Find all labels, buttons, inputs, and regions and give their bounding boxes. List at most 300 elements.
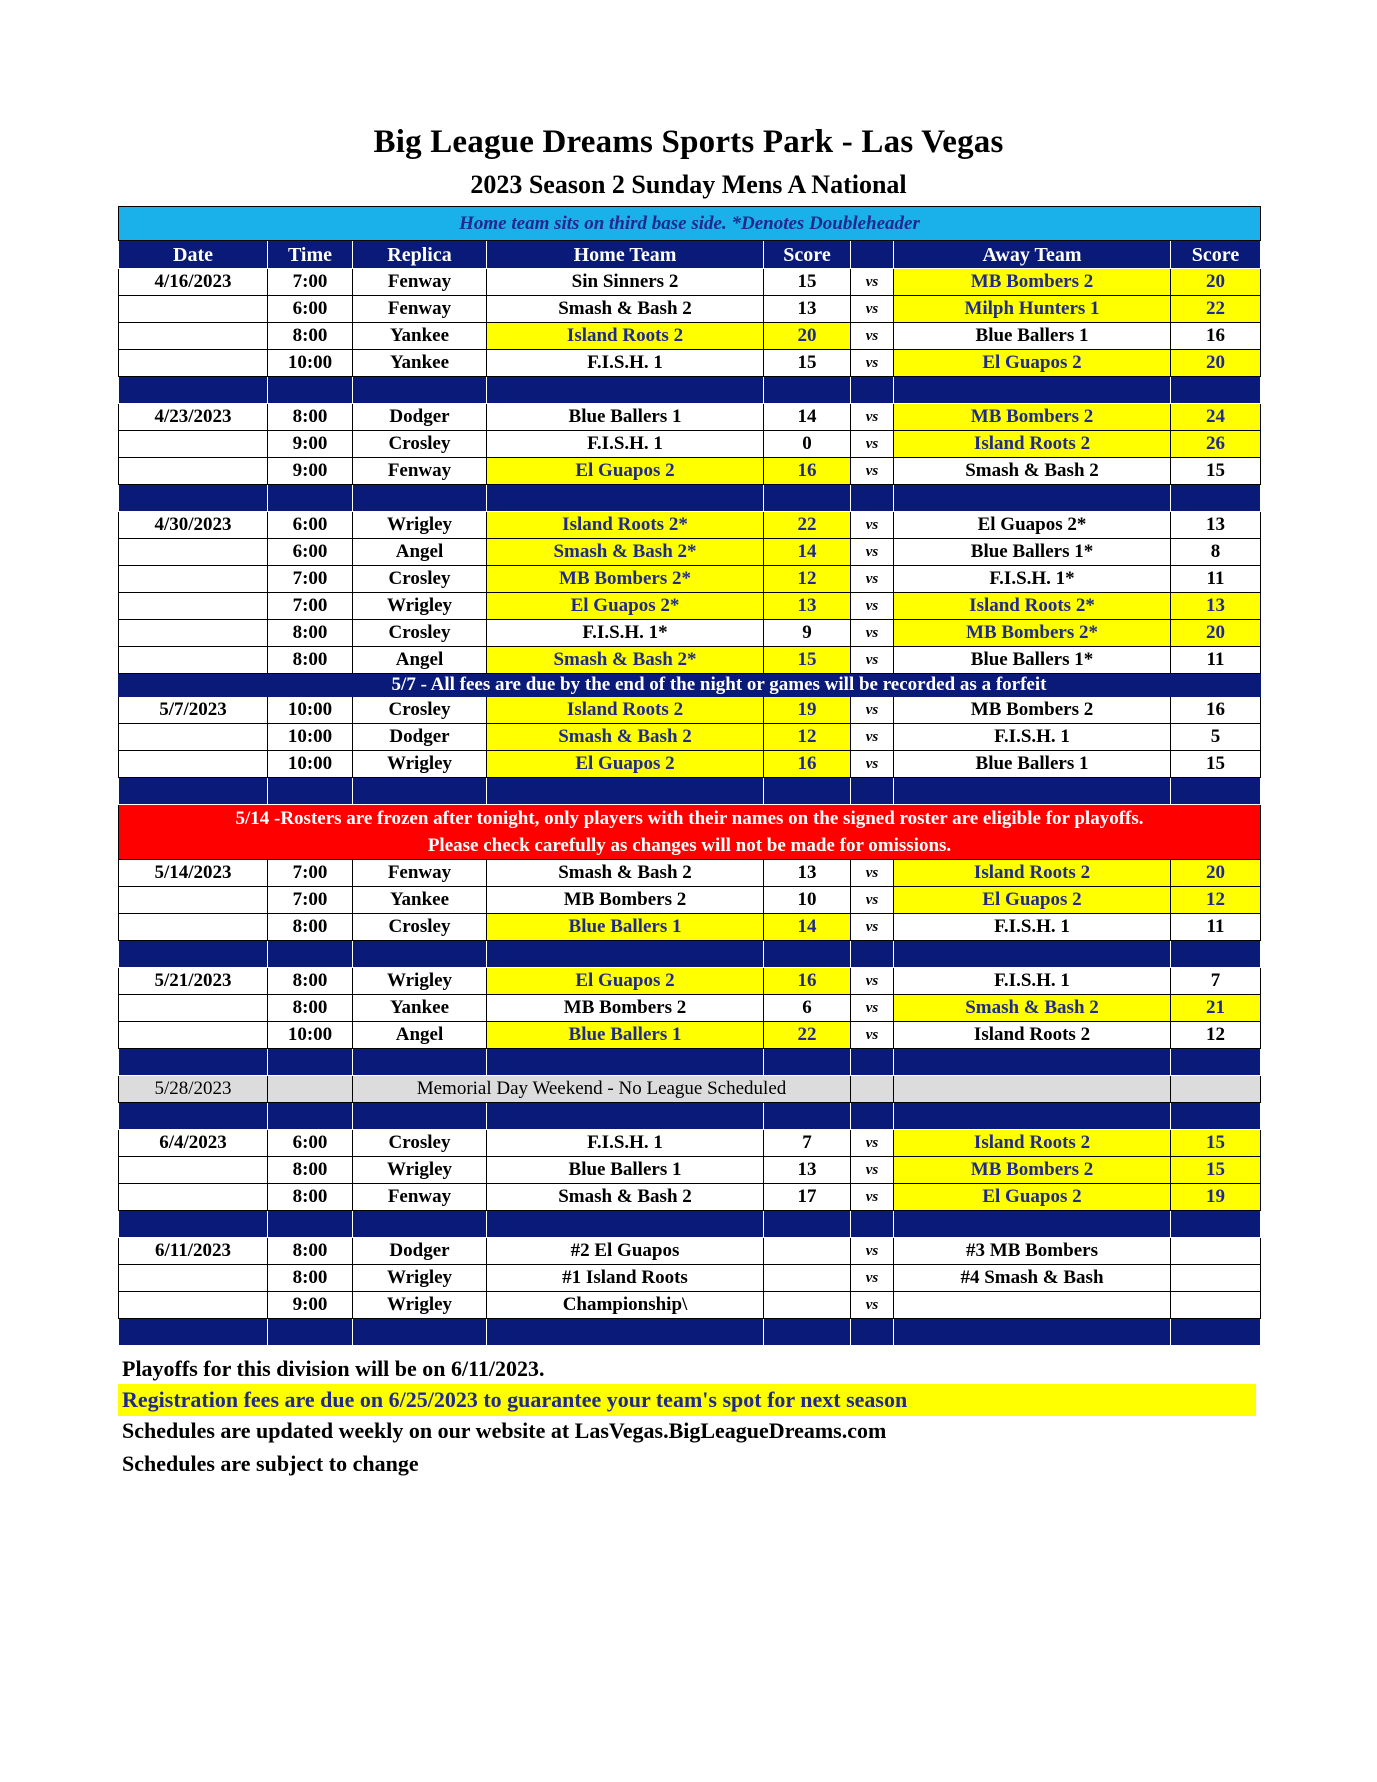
game-date: 4/23/2023 (119, 404, 268, 431)
game-field: Fenway (353, 1184, 487, 1211)
game-time: 7:00 (268, 860, 353, 887)
separator-cell (487, 377, 764, 404)
fees-notice-row (119, 674, 1261, 697)
away-score (1171, 1238, 1261, 1265)
away-team: Blue Ballers 1* (894, 647, 1171, 674)
separator-cell (1171, 377, 1261, 404)
away-score: 5 (1171, 724, 1261, 751)
game-date: 4/16/2023 (119, 269, 268, 296)
separator-cell (487, 941, 764, 968)
separator-cell (851, 1319, 894, 1346)
home-score: 12 (764, 566, 851, 593)
away-score: 11 (1171, 914, 1261, 941)
away-team: Island Roots 2 (894, 1130, 1171, 1157)
roster-notice (119, 805, 1261, 860)
separator-cell (894, 1103, 1171, 1130)
game-row (119, 724, 1261, 751)
game-row (119, 269, 1261, 296)
vs-label: vs (851, 724, 894, 751)
vs-label: vs (851, 1184, 894, 1211)
separator-cell (119, 485, 268, 512)
game-time: 8:00 (268, 1265, 353, 1292)
col-header-away-score: Score (1171, 241, 1261, 269)
away-team: F.I.S.H. 1 (894, 914, 1171, 941)
separator-cell (1171, 941, 1261, 968)
game-field: Fenway (353, 296, 487, 323)
separator-cell (894, 485, 1171, 512)
home-team: Island Roots 2 (487, 697, 764, 724)
game-time: 6:00 (268, 539, 353, 566)
vs-label: vs (851, 539, 894, 566)
away-team: F.I.S.H. 1 (894, 968, 1171, 995)
vs-label: vs (851, 593, 894, 620)
away-team: Blue Ballers 1 (894, 323, 1171, 350)
game-time: 7:00 (268, 269, 353, 296)
game-field: Crosley (353, 1130, 487, 1157)
separator-cell (851, 485, 894, 512)
vs-label: vs (851, 887, 894, 914)
vs-label: vs (851, 1265, 894, 1292)
separator-cell (764, 1103, 851, 1130)
away-score: 15 (1171, 458, 1261, 485)
row-date: 5/28/2023 (119, 1076, 268, 1103)
row-time (268, 1076, 353, 1103)
game-time: 9:00 (268, 458, 353, 485)
away-score: 16 (1171, 323, 1261, 350)
separator-cell (764, 1319, 851, 1346)
separator-cell (268, 485, 353, 512)
game-row (119, 1184, 1261, 1211)
game-date (119, 914, 268, 941)
separator-cell (851, 1049, 894, 1076)
game-field: Crosley (353, 566, 487, 593)
away-team: El Guapos 2 (894, 350, 1171, 377)
game-field: Angel (353, 539, 487, 566)
separator-cell (1171, 485, 1261, 512)
home-score: 13 (764, 1157, 851, 1184)
game-field: Dodger (353, 724, 487, 751)
game-row (119, 647, 1261, 674)
away-team: Smash & Bash 2 (894, 995, 1171, 1022)
separator-cell (1171, 1211, 1261, 1238)
separator-row (119, 778, 1261, 805)
home-team: Smash & Bash 2 (487, 296, 764, 323)
page-title: Big League Dreams Sports Park - Las Vegas (373, 124, 1004, 160)
vs-label: vs (851, 1238, 894, 1265)
game-row (119, 296, 1261, 323)
separator-cell (894, 1049, 1171, 1076)
game-field: Crosley (353, 914, 487, 941)
game-date (119, 323, 268, 350)
vs-label: vs (851, 1022, 894, 1049)
separator-cell (851, 1103, 894, 1130)
separator-cell (894, 941, 1171, 968)
away-team: El Guapos 2 (894, 887, 1171, 914)
vs-label: vs (851, 860, 894, 887)
game-field: Angel (353, 1022, 487, 1049)
game-date (119, 431, 268, 458)
home-team: MB Bombers 2* (487, 566, 764, 593)
home-score: 6 (764, 995, 851, 1022)
home-team: F.I.S.H. 1 (487, 431, 764, 458)
vs-label: vs (851, 1292, 894, 1319)
home-score: 10 (764, 887, 851, 914)
home-score: 16 (764, 751, 851, 778)
col-header-date: Date (119, 241, 268, 269)
separator-row (119, 377, 1261, 404)
roster-notice-line-2: Please check carefully as changes will not be made for omissions. (427, 835, 952, 856)
game-time: 10:00 (268, 724, 353, 751)
away-team: Blue Ballers 1 (894, 751, 1171, 778)
separator-cell (1171, 778, 1261, 805)
away-score: 13 (1171, 593, 1261, 620)
separator-cell (851, 941, 894, 968)
home-team: El Guapos 2 (487, 968, 764, 995)
col-header-home-score: Score (764, 241, 851, 269)
game-time: 8:00 (268, 647, 353, 674)
separator-cell (353, 377, 487, 404)
game-field: Yankee (353, 350, 487, 377)
away-score: 20 (1171, 860, 1261, 887)
game-row (119, 431, 1261, 458)
game-date (119, 350, 268, 377)
separator-cell (119, 1103, 268, 1130)
home-score: 9 (764, 620, 851, 647)
away-team: #4 Smash & Bash (894, 1265, 1171, 1292)
game-time: 6:00 (268, 512, 353, 539)
separator-cell (353, 778, 487, 805)
row-vs (851, 1076, 894, 1103)
separator-cell (353, 1049, 487, 1076)
home-team: Smash & Bash 2* (487, 539, 764, 566)
game-date (119, 620, 268, 647)
home-team: #2 El Guapos (487, 1238, 764, 1265)
separator-cell (268, 941, 353, 968)
separator-row (119, 1103, 1261, 1130)
home-team: Smash & Bash 2* (487, 647, 764, 674)
separator-cell (487, 1211, 764, 1238)
home-team: Blue Ballers 1 (487, 914, 764, 941)
game-date (119, 751, 268, 778)
away-team: Island Roots 2 (894, 431, 1171, 458)
game-time: 8:00 (268, 995, 353, 1022)
vs-label: vs (851, 697, 894, 724)
separator-cell (764, 778, 851, 805)
separator-cell (268, 1211, 353, 1238)
game-row (119, 620, 1261, 647)
col-header-replica: Replica (353, 241, 487, 269)
separator-cell (268, 1103, 353, 1130)
game-time: 10:00 (268, 751, 353, 778)
away-team: Island Roots 2* (894, 593, 1171, 620)
game-field: Wrigley (353, 968, 487, 995)
game-row (119, 1022, 1261, 1049)
vs-label: vs (851, 1157, 894, 1184)
separator-cell (851, 778, 894, 805)
separator-cell (268, 778, 353, 805)
vs-label: vs (851, 751, 894, 778)
game-date: 5/7/2023 (119, 697, 268, 724)
change-note: Schedules are subject to change (122, 1451, 419, 1476)
game-row (119, 995, 1261, 1022)
home-team: El Guapos 2 (487, 751, 764, 778)
game-row (119, 1265, 1261, 1292)
game-date (119, 1022, 268, 1049)
game-date (119, 1184, 268, 1211)
separator-cell (487, 485, 764, 512)
separator-cell (119, 377, 268, 404)
page-subtitle: 2023 Season 2 Sunday Mens A National (470, 170, 907, 199)
home-score: 7 (764, 1130, 851, 1157)
away-score (1171, 1292, 1261, 1319)
game-row (119, 968, 1261, 995)
game-time: 9:00 (268, 431, 353, 458)
separator-cell (894, 1319, 1171, 1346)
vs-label: vs (851, 968, 894, 995)
vs-label: vs (851, 350, 894, 377)
home-team: Blue Ballers 1 (487, 1022, 764, 1049)
game-time: 10:00 (268, 1022, 353, 1049)
away-score: 24 (1171, 404, 1261, 431)
game-time: 7:00 (268, 887, 353, 914)
game-field: Fenway (353, 860, 487, 887)
game-time: 8:00 (268, 1184, 353, 1211)
game-field: Wrigley (353, 1157, 487, 1184)
separator-cell (851, 1211, 894, 1238)
row-away-score (1171, 1076, 1261, 1103)
game-row (119, 1292, 1261, 1319)
row-away (894, 1076, 1171, 1103)
away-team: F.I.S.H. 1 (894, 724, 1171, 751)
separator-cell (119, 1319, 268, 1346)
game-row (119, 512, 1261, 539)
roster-notice-row (119, 805, 1261, 860)
game-date: 4/30/2023 (119, 512, 268, 539)
game-field: Yankee (353, 323, 487, 350)
home-team: Smash & Bash 2 (487, 724, 764, 751)
separator-cell (119, 941, 268, 968)
game-date: 6/4/2023 (119, 1130, 268, 1157)
home-team: Blue Ballers 1 (487, 1157, 764, 1184)
game-field: Wrigley (353, 1292, 487, 1319)
away-team: F.I.S.H. 1* (894, 566, 1171, 593)
home-score: 15 (764, 647, 851, 674)
website-note: Schedules are updated weekly on our website at LasVegas.BigLeagueDreams.com (122, 1418, 887, 1443)
game-row (119, 539, 1261, 566)
separator-cell (268, 1049, 353, 1076)
home-team: Island Roots 2 (487, 323, 764, 350)
separator-cell (353, 1103, 487, 1130)
game-field: Crosley (353, 697, 487, 724)
game-row (119, 887, 1261, 914)
away-score: 21 (1171, 995, 1261, 1022)
away-team: Smash & Bash 2 (894, 458, 1171, 485)
away-score: 20 (1171, 620, 1261, 647)
vs-label: vs (851, 458, 894, 485)
separator-cell (764, 1049, 851, 1076)
vs-label: vs (851, 431, 894, 458)
separator-cell (1171, 1319, 1261, 1346)
game-row (119, 914, 1261, 941)
game-time: 7:00 (268, 566, 353, 593)
separator-cell (894, 1211, 1171, 1238)
game-time: 6:00 (268, 296, 353, 323)
game-row (119, 751, 1261, 778)
home-score: 16 (764, 968, 851, 995)
game-field: Yankee (353, 995, 487, 1022)
separator-cell (353, 941, 487, 968)
game-time: 10:00 (268, 697, 353, 724)
home-score: 19 (764, 697, 851, 724)
vs-label: vs (851, 620, 894, 647)
away-score: 22 (1171, 296, 1261, 323)
away-team (894, 1292, 1171, 1319)
separator-cell (268, 1319, 353, 1346)
away-team: Blue Ballers 1* (894, 539, 1171, 566)
home-team-note-row (119, 207, 1261, 241)
away-score: 13 (1171, 512, 1261, 539)
away-score: 20 (1171, 269, 1261, 296)
away-score: 19 (1171, 1184, 1261, 1211)
separator-cell (1171, 1049, 1261, 1076)
game-row (119, 458, 1261, 485)
game-date (119, 1157, 268, 1184)
home-team: Blue Ballers 1 (487, 404, 764, 431)
game-date: 5/21/2023 (119, 968, 268, 995)
game-field: Wrigley (353, 512, 487, 539)
game-time: 8:00 (268, 323, 353, 350)
game-field: Fenway (353, 458, 487, 485)
home-team: F.I.S.H. 1* (487, 620, 764, 647)
game-date (119, 539, 268, 566)
game-date: 6/11/2023 (119, 1238, 268, 1265)
vs-label: vs (851, 323, 894, 350)
vs-label: vs (851, 566, 894, 593)
game-date (119, 995, 268, 1022)
header-row (119, 241, 1261, 269)
game-date (119, 296, 268, 323)
game-field: Dodger (353, 1238, 487, 1265)
home-score (764, 1265, 851, 1292)
game-date (119, 887, 268, 914)
home-team: El Guapos 2 (487, 458, 764, 485)
home-score (764, 1292, 851, 1319)
home-score: 15 (764, 350, 851, 377)
separator-cell (894, 377, 1171, 404)
away-team: MB Bombers 2 (894, 697, 1171, 724)
away-score: 16 (1171, 697, 1261, 724)
home-score: 22 (764, 512, 851, 539)
away-score: 11 (1171, 647, 1261, 674)
home-score (764, 1238, 851, 1265)
separator-cell (487, 1319, 764, 1346)
fees-notice-spacer (119, 674, 268, 697)
game-row (119, 323, 1261, 350)
away-team: El Guapos 2* (894, 512, 1171, 539)
game-date (119, 1265, 268, 1292)
game-time: 8:00 (268, 1238, 353, 1265)
game-field: Wrigley (353, 593, 487, 620)
game-row (119, 404, 1261, 431)
game-time: 8:00 (268, 1157, 353, 1184)
home-score: 14 (764, 914, 851, 941)
separator-row (119, 1319, 1261, 1346)
separator-cell (119, 1049, 268, 1076)
separator-cell (487, 778, 764, 805)
game-time: 8:00 (268, 404, 353, 431)
away-team: MB Bombers 2 (894, 1157, 1171, 1184)
game-time: 8:00 (268, 620, 353, 647)
home-team-note: Home team sits on third base side. *Denotes Doubleheader (119, 207, 1261, 241)
separator-cell (353, 1211, 487, 1238)
game-date (119, 1292, 268, 1319)
home-score: 13 (764, 860, 851, 887)
fees-notice-spacer (1171, 674, 1261, 697)
away-team: El Guapos 2 (894, 1184, 1171, 1211)
away-score: 20 (1171, 350, 1261, 377)
vs-label: vs (851, 914, 894, 941)
away-score: 15 (1171, 1157, 1261, 1184)
registration-note: Registration fees are due on 6/25/2023 to guarantee your team's spot for next season (118, 1384, 1256, 1416)
holiday-message: Memorial Day Weekend - No League Scheduled (353, 1076, 851, 1103)
separator-cell (1171, 1103, 1261, 1130)
game-date (119, 647, 268, 674)
vs-label: vs (851, 647, 894, 674)
game-field: Crosley (353, 431, 487, 458)
game-date (119, 593, 268, 620)
game-row (119, 697, 1261, 724)
separator-cell (764, 1211, 851, 1238)
separator-cell (353, 485, 487, 512)
game-row (119, 1238, 1261, 1265)
vs-label: vs (851, 1130, 894, 1157)
game-date (119, 458, 268, 485)
home-team: MB Bombers 2 (487, 887, 764, 914)
game-time: 8:00 (268, 914, 353, 941)
game-row (119, 860, 1261, 887)
home-score: 13 (764, 593, 851, 620)
holiday-row (119, 1076, 1261, 1103)
away-team: MB Bombers 2* (894, 620, 1171, 647)
home-score: 16 (764, 458, 851, 485)
vs-label: vs (851, 269, 894, 296)
away-score: 26 (1171, 431, 1261, 458)
game-field: Wrigley (353, 1265, 487, 1292)
away-team: #3 MB Bombers (894, 1238, 1171, 1265)
away-score: 7 (1171, 968, 1261, 995)
home-score: 17 (764, 1184, 851, 1211)
home-score: 0 (764, 431, 851, 458)
col-header-time: Time (268, 241, 353, 269)
col-header-home-team: Home Team (487, 241, 764, 269)
away-score: 8 (1171, 539, 1261, 566)
game-field: Dodger (353, 404, 487, 431)
home-team: Smash & Bash 2 (487, 1184, 764, 1211)
col-header-vs (851, 241, 894, 269)
separator-cell (353, 1319, 487, 1346)
game-field: Yankee (353, 887, 487, 914)
game-row (119, 350, 1261, 377)
home-score: 12 (764, 724, 851, 751)
home-team: #1 Island Roots (487, 1265, 764, 1292)
game-field: Fenway (353, 269, 487, 296)
home-team: F.I.S.H. 1 (487, 1130, 764, 1157)
game-date (119, 566, 268, 593)
game-date (119, 724, 268, 751)
game-field: Wrigley (353, 751, 487, 778)
game-row (119, 1157, 1261, 1184)
separator-cell (764, 941, 851, 968)
